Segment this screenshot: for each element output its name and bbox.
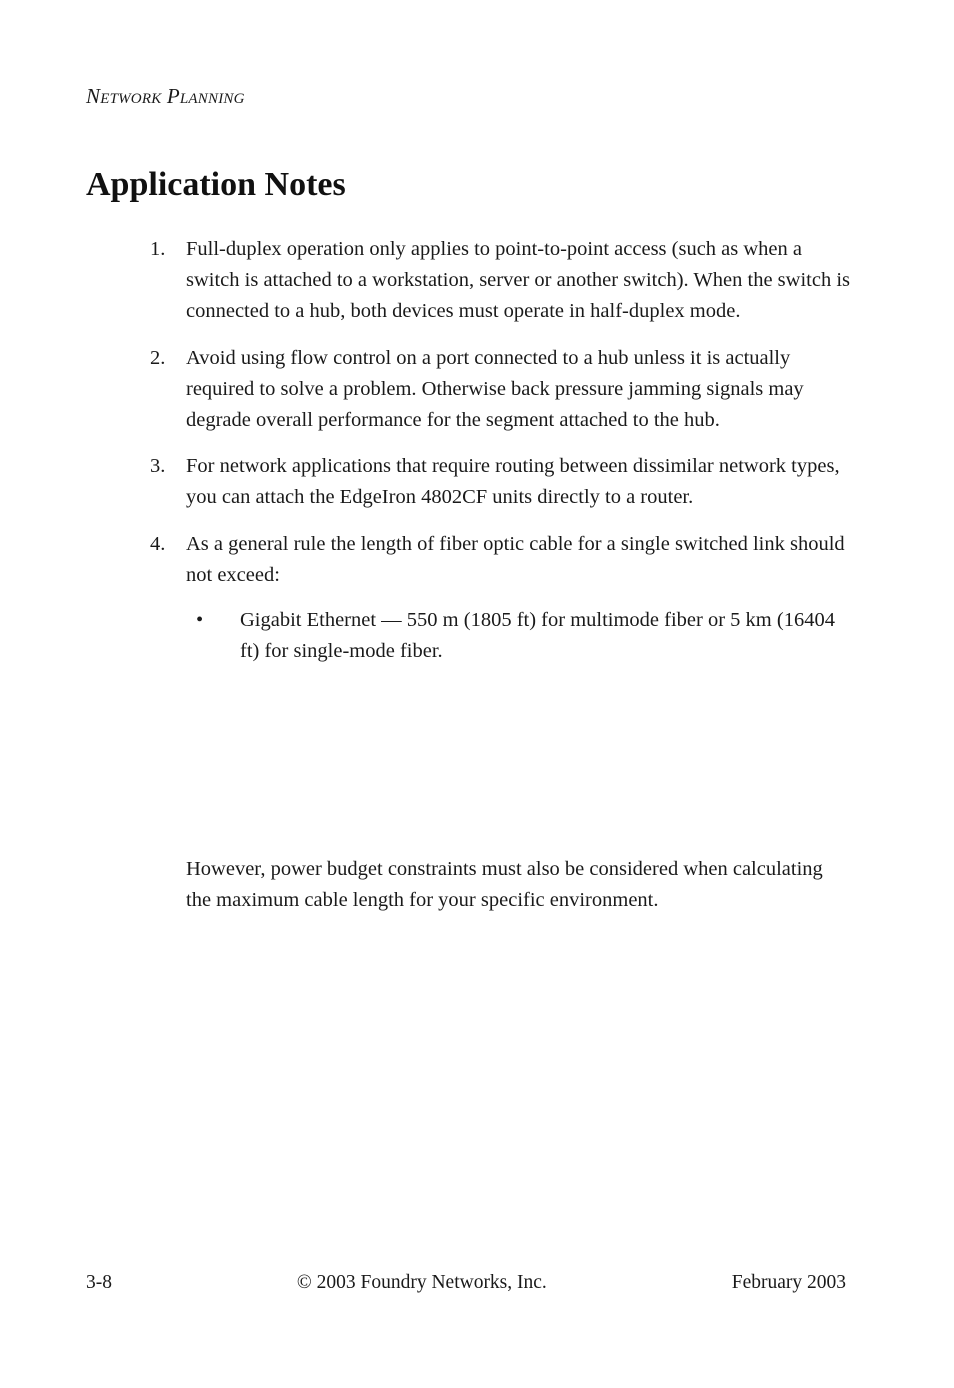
bullet-text: Gigabit Ethernet — 550 m (1805 ft) for multimode fiber or 5 km (16404 ft) for single-mode fiber. (240, 609, 835, 663)
list-item-text: For network applications that require routing between dissimilar network types, you can attach the EdgeIron 4802CF units directly to a router. (186, 455, 840, 509)
section-title: Application Notes (86, 166, 346, 203)
list-item (150, 234, 850, 328)
list-item-number: 2. (150, 346, 166, 369)
application-notes-list (150, 234, 850, 682)
list-item (150, 343, 850, 437)
list-item (150, 451, 850, 513)
bullet-item (194, 605, 850, 667)
running-header: Network Planning (86, 84, 245, 108)
list-item-content (186, 529, 850, 668)
bullet-icon: • (196, 609, 204, 632)
list-item-number: 4. (150, 532, 166, 555)
list-item-text: Avoid using flow control on a port connected to a hub unless it is actually required to solve a problem. Otherwise back pressure jamming signals may degrade overall performance for the segment attached to the hub. (186, 346, 804, 432)
page-number: 3-8 (86, 1272, 112, 1293)
list-item (150, 529, 850, 668)
list-item-number: 1. (150, 238, 166, 260)
closing-paragraph: However, power budget constraints must also be considered when calculating the maximum cable length for your specific environment. (186, 858, 823, 912)
list-item-text: As a general rule the length of fiber optic cable for a single switched link should not exceed: (186, 532, 845, 586)
page-footer (86, 1272, 846, 1294)
list-item-number: 3. (150, 455, 166, 478)
publication-date: February 2003 (731, 1272, 846, 1293)
list-item-text: Full-duplex operation only applies to point-to-point access (such as when a switch is attached to a workstation, server or another switch). When the switch is connected to a hub, both devices must operate in half-duplex mode. (186, 238, 850, 323)
copyright-notice: © 2003 Foundry Networks, Inc. (296, 1272, 547, 1293)
